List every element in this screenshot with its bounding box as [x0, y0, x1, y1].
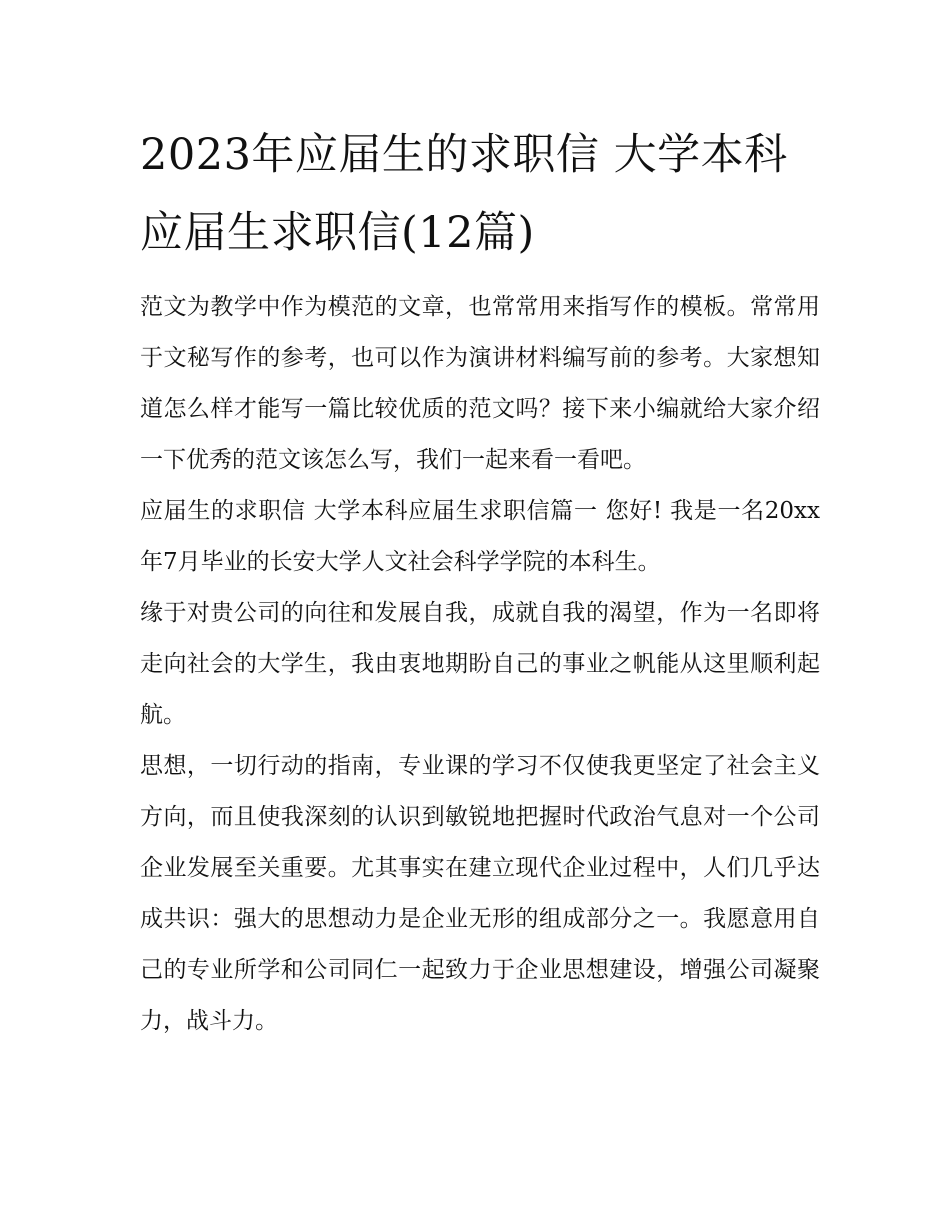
paragraph-greeting: 应届生的求职信 大学本科应届生求职信篇一 您好! 我是一名20xx年7月毕业的长安大学人文社会科学学院的本科生。 — [140, 498, 820, 575]
document-body — [140, 116, 820, 1047]
paragraph-intro: 范文为教学中作为模范的文章，也常常用来指写作的模板。常常用于文秘写作的参考，也可以作为演讲材料编写前的参考。大家想知道怎么样才能写一篇比较优质的范文吗？接下来小编就给大家介绍一下优秀的范文该怎么写，我们一起来看一看吧。 — [140, 294, 820, 473]
paragraph-list — [140, 282, 820, 1047]
paragraph-motivation: 缘于对贵公司的向往和发展自我，成就自我的渴望，作为一名即将走向社会的大学生，我由衷地期盼自己的事业之帆能从这里顺利起航。 — [140, 600, 820, 728]
paragraph-thought: 思想，一切行动的指南，专业课的学习不仅使我更坚定了社会主义方向，而且使我深刻的认识到敏锐地把握时代政治气息对一个公司企业发展至关重要。尤其事实在建立现代企业过程中，人们几乎达成共识：强大的思想动力是企业无形的组成部分之一。我愿意用自己的专业所学和公司同仁一起致力于企业思想建设，增强公司凝聚力，战斗力。 — [140, 753, 820, 1034]
document-title: 2023年应届生的求职信 大学本科应届生求职信(12篇) — [140, 130, 788, 258]
